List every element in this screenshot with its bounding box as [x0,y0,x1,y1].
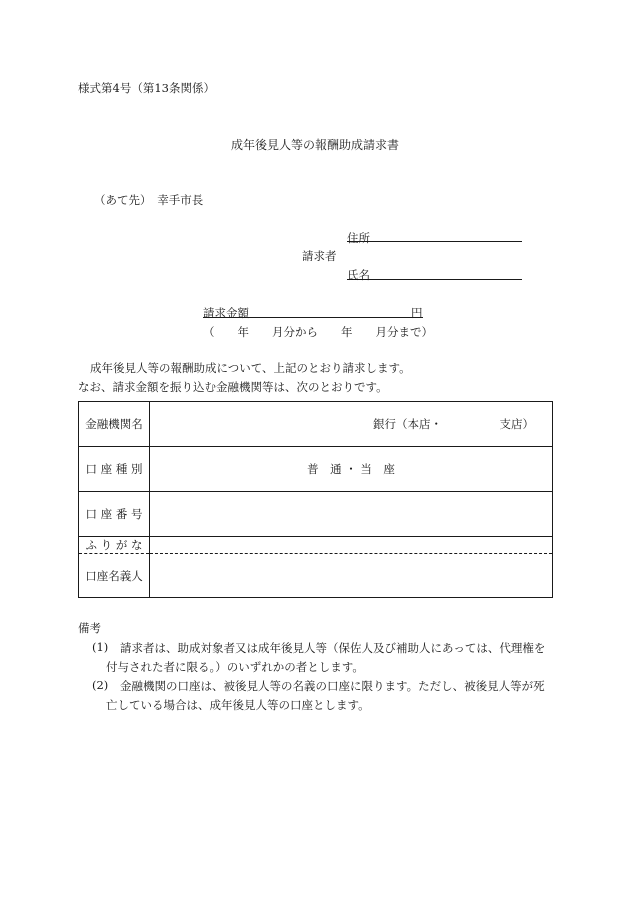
institution-value[interactable]: 銀行（本店・ 支店） [150,402,553,447]
table-row [79,447,553,492]
furigana-label: ふ り が な [79,537,150,554]
intro-line-2: なお、請求金額を振り込む金融機関等は、次のとおりです。 [78,380,388,394]
address-label: 住所 [347,231,370,245]
form-number: 様式第4号（第13条関係） [78,81,215,95]
claim-amount-underline [203,317,423,318]
table-row [79,492,553,537]
address-underline [347,241,522,242]
account-number-field[interactable] [150,492,553,537]
intro-line-1: 成年後見人等の報酬助成について、上記のとおり請求します。 [90,361,411,375]
claim-period: （ 年 月分から 年 月分まで） [203,325,433,339]
claim-amount-label: 請求金額 [203,306,249,320]
note-1-line-2: 付与された者に限る。）のいずれかの者とします。 [106,660,364,674]
page-title: 成年後見人等の報酬助成請求書 [231,138,400,152]
account-type-label: 口 座 種 別 [79,447,150,492]
table-row [79,554,553,598]
yen-label: 円 [411,306,423,320]
account-number-label: 口 座 番 号 [79,492,150,537]
institution-label: 金融機関名 [79,402,150,447]
note-2-line-2: 亡している場合は、成年後見人等の口座とします。 [106,698,370,712]
name-underline [347,279,522,280]
requester-label: 請求者 [302,249,337,263]
account-holder-label: 口座名義人 [79,554,150,598]
name-label: 氏名 [347,268,370,282]
note-1-number: (1) [92,640,109,654]
furigana-field[interactable] [150,537,553,554]
bank-table [78,401,553,598]
note-2-number: (2) [92,678,109,692]
notes-heading: 備考 [78,621,101,635]
table-row [79,402,553,447]
note-1-line-1: 請求者は、助成対象者又は成年後見人等（保佐人及び補助人にあっては、代理権を [120,641,546,655]
account-type-value[interactable]: 普 通 ・ 当 座 [150,447,553,492]
table-row [79,537,553,554]
addressee: （あて先） 幸手市長 [94,193,204,207]
note-2-line-1: 金融機関の口座は、被後見人等の名義の口座に限ります。ただし、被後見人等が死 [120,679,545,693]
account-holder-field[interactable] [150,554,553,598]
